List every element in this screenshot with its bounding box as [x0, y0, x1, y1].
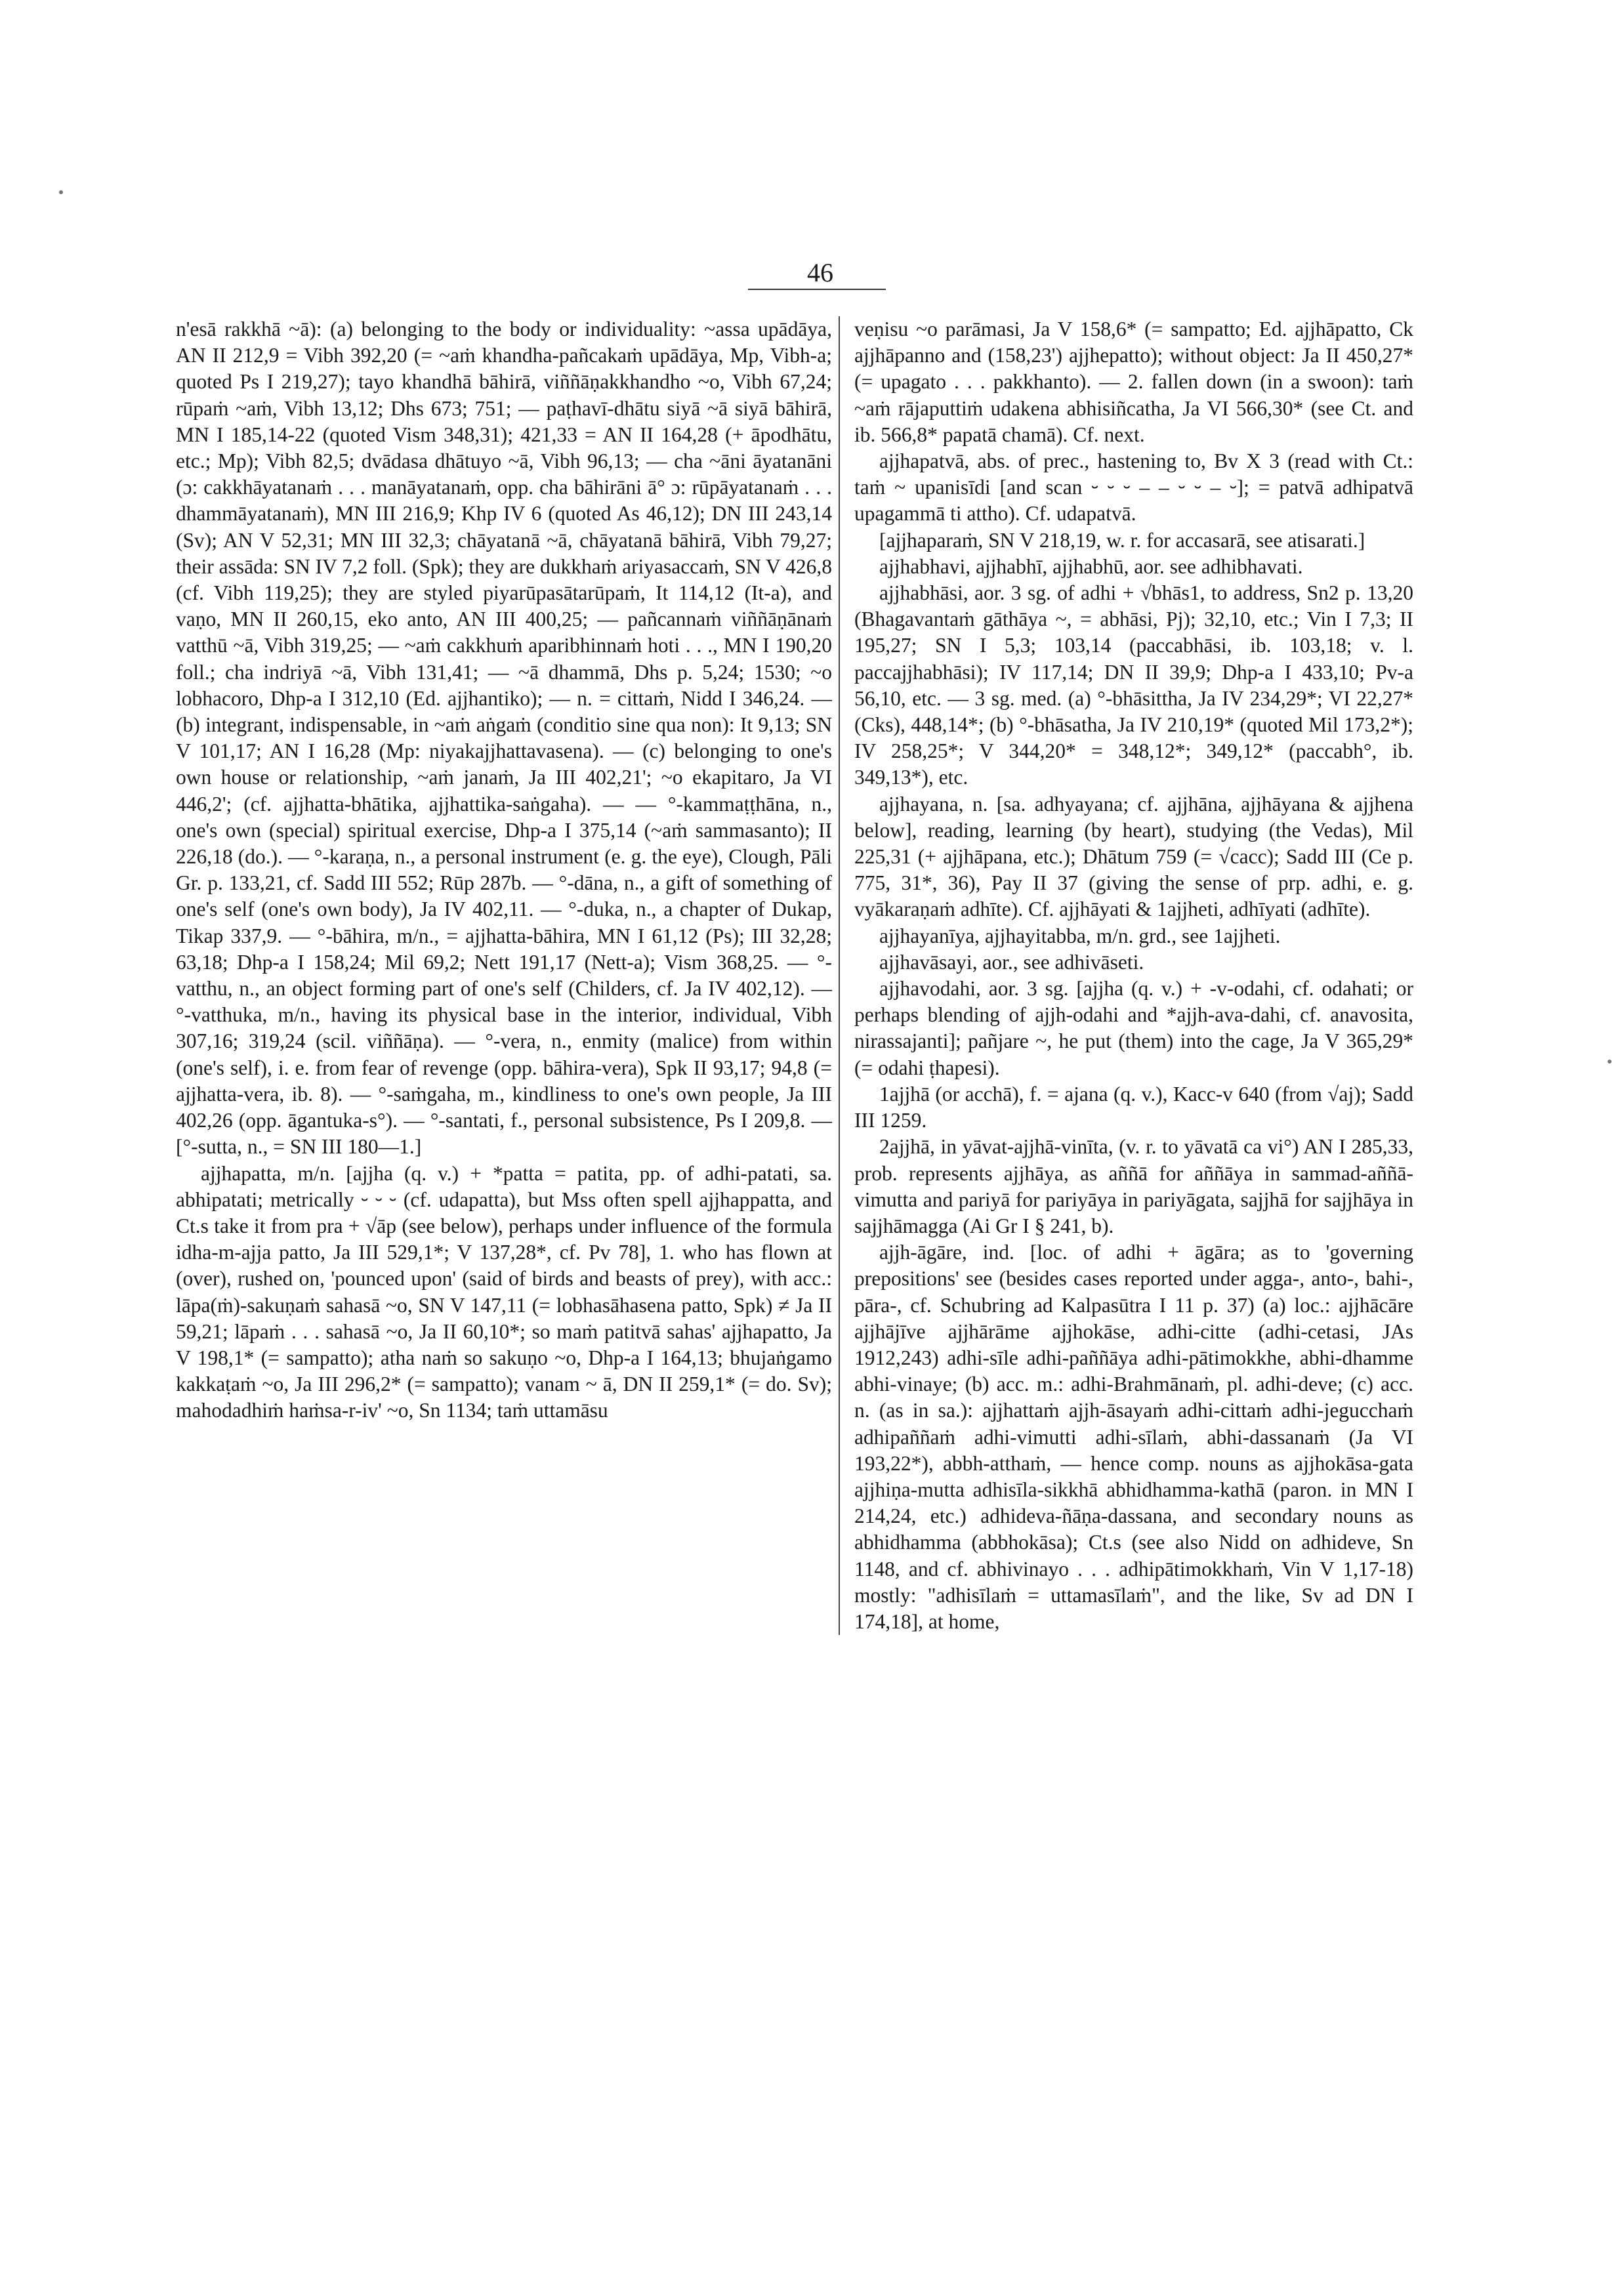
right-entry-ajjhavodahi: ajjhavodahi, aor. 3 sg. [ajjha (q. v.) + -v-odahi, cf. odahati; or perhaps blending of ajjh-odahi and *ajjh-ava-dahi, cf. anavosita, nirassajanti]; pañjare ~, he put (them) into the cage, Ja V 365,29* (= odahi ṭhapesi).	[854, 977, 1413, 1079]
left-entry-continuation: n'esā rakkhā ~ā): (a) belonging to the body or individuality: ~assa upādāya, AN II 212,9 = Vibh 392,20 (= ~aṁ khandha-pañcakaṁ upādāya, Mp, Vibh-a; quoted Ps I 219,27); tayo khandhā bāhirā, viññāṇakkhandho ~o, Vibh 67,24; rūpaṁ ~aṁ, Vibh 13,12; Dhs 673; 751; — paṭhavī-dhātu siyā ~ā siyā bāhirā, MN I 185,14-22 (quoted Vism 348,31); 421,33 = AN II 164,28 (+ āpodhātu, etc.; Mp); Vibh 82,5; dvādasa dhātuyo ~ā, Vibh 96,13; — cha ~āni āyatanāni (ɔ: cakkhāyatanaṁ . . . manāyatanaṁ, opp. cha bāhirāni ā° ɔ: rūpāyatanaṁ . . . dhammāyatanaṁ), MN III 216,9; Khp IV 6 (quoted As 46,12); DN III 243,14 (Sv); AN V 52,31; MN III 32,3; chāyatanā ~ā, chāyatanā bāhirā, Vibh 79,27; their assāda: SN IV 7,2 foll. (Spk); they are dukkhaṁ ariyasaccaṁ, SN V 426,8 (cf. Vibh 119,25); they are styled piyarūpasātarūpaṁ, It 114,12 (It-a), and vaṇo, MN II 260,15, eko anto, AN III 400,25; — pañcannaṁ viññāṇānaṁ vatthū ~ā, Vibh 319,25; — ~aṁ cakkhuṁ aparibhinnaṁ hoti . . ., MN I 190,20 foll.; cha indriyā ~ā, Vibh 131,41; — ~ā dhammā, Dhs p. 5,24; 1530; ~o lobhacoro, Dhp-a I 312,10 (Ed. ajjhantiko); — n. = cittaṁ, Nidd I 346,24. — (b) integrant, indispensable, in ~aṁ aṅgaṁ (conditio sine qua non): It 9,13; SN V 101,17; AN I 16,28 (Mp: niyakajjhattavasena). — (c) belonging to one's own house or relationship, ~aṁ janaṁ, Ja III 402,21'; ~o ekapitaro, Ja VI 446,2'; (cf. ajjhatta-bhātika, ajjhattika-saṅgaha). — — °-kammaṭṭhāna, n., one's own (special) spiritual exercise, Dhp-a I 375,14 (~aṁ sammasanto); II 226,18 (do.). — °-karaṇa, n., a personal instrument (e. g. the eye), Clough, Pāli Gr. p. 133,21, cf. Sadd III 552; Rūp 287b. — °-dāna, n., a gift of something of one's self (one's own body), Ja IV 402,11. — °-duka, n., a chapter of Dukap, Tikap 337,9. — °-bāhira, m/n., = ajjhatta-bāhira, MN I 61,12 (Ps); III 32,28; 63,18; Dhp-a I 158,24; Mil 69,2; Nett 191,17 (Nett-a); Vism 368,25. — °-vatthu, n., an object forming part of one's self (Childers, cf. Ja IV 402,12). — °-vatthuka, m/n., having its physical base in the interior, individual, Vibh 307,16; 319,24 (scil. viññāṇa). — °-vera, n., enmity (malice) from within (one's self), i. e. from fear of revenge (opp. bāhira-vera), Spk II 93,17; 94,8 (= ajjhatta-vera, ib. 8). — °-saṁgaha, m., kindliness to one's own people, Ja III 402,26 (opp. āgantuka-s°). — °-santati, f., personal subsistence, Ps I 209,8. — [°-sutta, n., = SN III 180—1.]	[176, 318, 832, 1159]
right-entry-ajjhabhasi: ajjhabhāsi, aor. 3 sg. of adhi + √bhās1, to address, Sn2 p. 13,20 (Bhagavantaṁ gāthāya ~, = abhāsi, Pj); 32,10, etc.; Vin I 7,3; II 195,27; SN I 5,3; 103,14 (paccabhāsi, ib. 103,18; v. l. paccajjhabhāsi); IV 117,14; DN II 39,9; Dhp-a I 433,10; Pv-a 56,10, etc. — 3 sg. med. (a) °-bhāsittha, Ja IV 234,29*; VI 22,27* (Cks), 448,14*; (b) °-bhāsatha, Ja IV 210,19* (quoted Mil 173,2*); IV 258,25*; V 344,20* = 348,12*; 349,12* (paccabh°, ib. 349,13*), etc.	[854, 581, 1413, 789]
right-entry-ajjhapatva: ajjhapatvā, abs. of prec., hastening to, Bv X 3 (read with Ct.: taṁ ~ upanisīdi [and scan ⏑ ⏑ ⏑ – – ⏑ ⏑ – ⏑]; = patvā adhipatvā upagammā ti attho). Cf. udapatvā.	[854, 449, 1413, 526]
scan-speck	[1608, 1060, 1612, 1064]
page-number: 46	[807, 258, 833, 287]
right-entry-ajjhavasayi: ajjhavāsayi, aor., see adhivāseti.	[879, 950, 1144, 974]
right-entry-ajjhayaniya: ajjhayanīya, ajjhayitabba, m/n. grd., see 1ajjheti.	[879, 924, 1281, 947]
right-entry-continuation: veṇisu ~o parāmasi, Ja V 158,6* (= sampatto; Ed. ajjhāpatto, Ck ajjhāpanno and (158,23') ajjhepatto); without object: Ja II 450,27* (= upagato . . . pakkhanto). — 2. fallen down (in a swoon): taṁ ~aṁ rājaputtiṁ udakena abhisiñcatha, Ja VI 566,30* (see Ct. and ib. 566,8* papatā chamā). Cf. next.	[854, 318, 1413, 446]
right-entry-ajjh-agare: ajjh-āgāre, ind. [loc. of adhi + āgāra; as to 'governing prepositions' see (besides cases reported under agga-, anto-, bahi-, pāra-, cf. Schubring ad Kalpasūtra I 11 p. 37) (a) loc.: ajjhācāre ajjhājīve ajjhārāme ajjhokāse, adhi-citte (adhi-cetasi, JAs 1912,243) adhi-sīle adhi-paññāya adhi-pātimokkhe, abhi-dhamme abhi-vinaye; (b) acc. m.: adhi-Brahmānaṁ, pl. adhi-deve; (c) acc. n. (as in sa.): ajjhattaṁ ajjh-āsayaṁ adhi-cittaṁ adhi-jegucchaṁ adhipaññaṁ adhi-vimutti adhi-sīlaṁ, abhi-dassanaṁ (Ja VI 193,22*), abbh-atthaṁ, — hence comp. nouns as ajjhokāsa-gata ajjhiṇa-mutta adhisīla-sikkhā abhidhamma-kathā (paron. in MN I 214,24, etc.) adhideva-ñāṇa-dassana, and secondary nouns as abhidhamma (abbhokāsa); Ct.s (see also Nidd on adhideve, Sn 1148, and cf. abhivinayo . . . adhipātimokkhaṁ, Vin V 1,17-18) mostly: "adhisīlaṁ = uttamasīlaṁ", and the like, Sv ad DN I 174,18], at home,	[854, 1241, 1413, 1633]
left-entry-ajjhapatta: ajjhapatta, m/n. [ajjha (q. v.) + *patta = patita, pp. of adhi-patati, sa. abhipatati; metrically ⏑ ⏑ ⏑ (cf. udapatta), but Mss often spell ajjhappatta, and Ct.s take it from pra + √āp (see below), perhaps under influence of the formula idha-m-ajja patto, Ja III 529,1*; V 137,28*, cf. Pv 78], 1. who has flown at (over), rushed on, 'pounced upon' (said of birds and beasts of prey), with acc.: lāpa(ṁ)-sakuṇaṁ sahasā ~o, SN V 147,11 (= lobhasāhasena patto, Spk) ≠ Ja II 59,21; lāpaṁ . . . sahasā ~o, Ja II 60,10*; so maṁ patitvā sahas' ajjhapatto, Ja V 198,1* (= sampatto); atha naṁ so sakuṇo ~o, Dhp-a I 164,13; bhujaṅgamo kakkaṭaṁ ~o, Ja III 296,2* (= sampatto); vanam ~ ā, DN II 259,1* (= do. Sv); mahodadhiṁ haṁsa-r-iv' ~o, Sn 1134; taṁ uttamāsu	[176, 1161, 832, 1422]
right-entry-ajjha-1: 1ajjhā (or acchā), f. = ajana (q. v.), Kacc-v 640 (from √aj); Sadd III 1259.	[854, 1082, 1413, 1132]
scan-speck	[59, 190, 63, 194]
left-column	[176, 316, 832, 1424]
right-entry-ajjhayana: ajjhayana, n. [sa. adhyayana; cf. ajjhāna, ajjhāyana & ajjhena below], reading, learning (by heart), studying (the Vedas), Mil 225,31 (+ ajjhāpana, etc.); Dhātum 759 (= √cacc); Sadd III (Ce p. 775, 31*, 36), Pay II 37 (giving the sense of prp. adhi, e. g. vyākaraṇaṁ adhīte). Cf. ajjhāyati & 1ajjheti, adhīyati (adhīte).	[854, 792, 1413, 921]
right-entry-ajjhabhavi: ajjhabhavi, ajjhabhī, ajjhabhū, aor. see adhibhavati.	[879, 554, 1303, 578]
right-entry-ajjha-2: 2ajjhā, in yāvat-ajjhā-vinīta, (v. r. to yāvatā ca vi°) AN I 285,33, prob. represents ajjhāya, as aññā for aññāya in sammad-aññā-vimutta and pariyā for pariyāya in pariyāgata, sajjhā for sajjhāya in sajjhāmagga (Ai Gr I § 241, b).	[854, 1135, 1413, 1237]
header-rule	[748, 289, 886, 290]
right-entry-ajjhaparam: [ajjhaparaṁ, SN V 218,19, w. r. for accasarā, see atisarati.]	[879, 528, 1365, 552]
right-column	[839, 316, 1413, 1635]
